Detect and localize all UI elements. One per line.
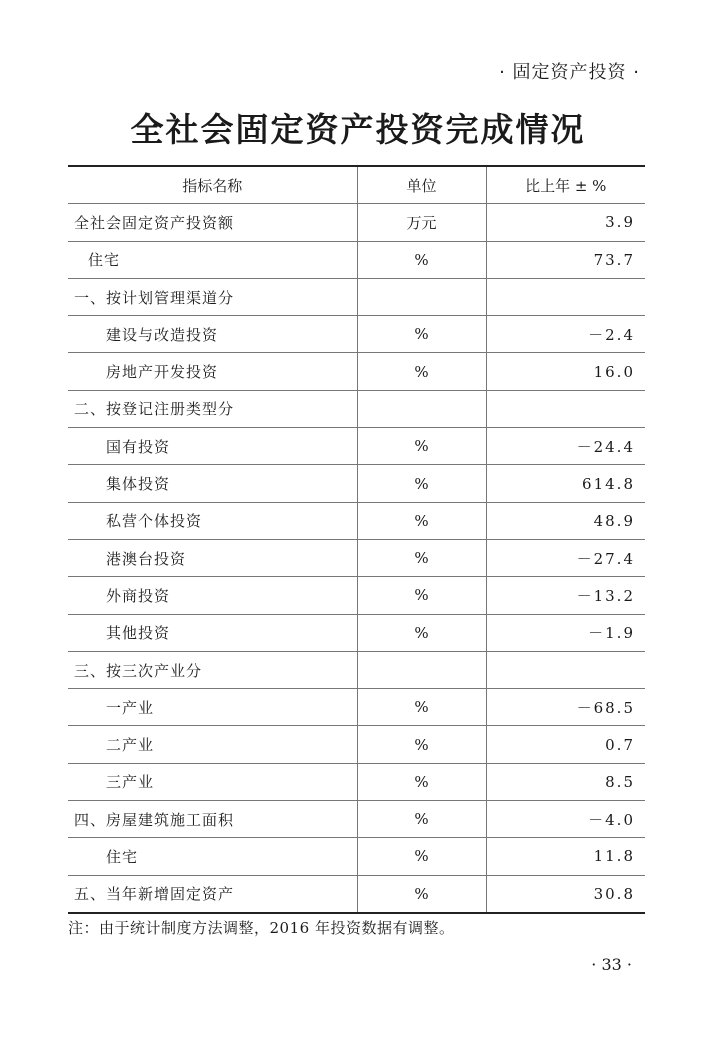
table-row — [68, 577, 645, 614]
table-row — [68, 726, 645, 763]
row-value — [486, 390, 645, 427]
section-header: · 固定资产投资 · — [499, 62, 640, 83]
row-value: －68.5 — [486, 689, 645, 726]
row-name: 全社会固定资产投资额 — [68, 204, 357, 241]
row-value: －2.4 — [486, 316, 645, 353]
table-row — [68, 428, 645, 465]
row-unit: % — [357, 838, 486, 875]
header-unit: 单位 — [357, 166, 486, 204]
row-unit: % — [357, 502, 486, 539]
row-value: 11.8 — [486, 838, 645, 875]
row-value: 16.0 — [486, 353, 645, 390]
row-value — [486, 651, 645, 688]
row-name: 二、按登记注册类型分 — [68, 390, 357, 427]
row-name: 私营个体投资 — [68, 502, 357, 539]
table-header-row — [68, 166, 645, 204]
row-name: 国有投资 — [68, 428, 357, 465]
table-row — [68, 875, 645, 913]
row-name: 四、房屋建筑施工面积 — [68, 801, 357, 838]
row-unit: % — [357, 577, 486, 614]
row-name: 一产业 — [68, 689, 357, 726]
row-unit — [357, 651, 486, 688]
row-value: －27.4 — [486, 539, 645, 576]
row-unit — [357, 390, 486, 427]
row-name: 外商投资 — [68, 577, 357, 614]
row-unit: % — [357, 614, 486, 651]
row-unit: % — [357, 316, 486, 353]
row-name: 港澳台投资 — [68, 539, 357, 576]
row-unit: % — [357, 763, 486, 800]
row-name: 住宅 — [68, 241, 357, 278]
investment-table — [68, 165, 645, 914]
row-unit: % — [357, 353, 486, 390]
row-name: 其他投资 — [68, 614, 357, 651]
table-row — [68, 689, 645, 726]
row-value: 30.8 — [486, 875, 645, 913]
row-name: 三产业 — [68, 763, 357, 800]
table-row — [68, 614, 645, 651]
row-name: 五、当年新增固定资产 — [68, 875, 357, 913]
row-name: 三、按三次产业分 — [68, 651, 357, 688]
row-unit: 万元 — [357, 204, 486, 241]
row-name: 二产业 — [68, 726, 357, 763]
table-row — [68, 353, 645, 390]
row-name: 集体投资 — [68, 465, 357, 502]
row-value — [486, 278, 645, 315]
row-value: －24.4 — [486, 428, 645, 465]
table-row — [68, 763, 645, 800]
row-value: 73.7 — [486, 241, 645, 278]
header-name: 指标名称 — [68, 166, 357, 204]
row-unit: % — [357, 465, 486, 502]
row-value: －4.0 — [486, 801, 645, 838]
table-row — [68, 801, 645, 838]
row-unit — [357, 278, 486, 315]
row-unit: % — [357, 875, 486, 913]
table-row — [68, 838, 645, 875]
row-value: 0.7 — [486, 726, 645, 763]
row-value: 48.9 — [486, 502, 645, 539]
table-row — [68, 241, 645, 278]
row-unit: % — [357, 428, 486, 465]
table-row — [68, 465, 645, 502]
row-unit: % — [357, 801, 486, 838]
table-row — [68, 502, 645, 539]
row-name: 一、按计划管理渠道分 — [68, 278, 357, 315]
row-name: 建设与改造投资 — [68, 316, 357, 353]
table-row — [68, 651, 645, 688]
header-change: 比上年 ± % — [486, 166, 645, 204]
row-name: 住宅 — [68, 838, 357, 875]
table-row — [68, 278, 645, 315]
row-value: 8.5 — [486, 763, 645, 800]
table-row — [68, 390, 645, 427]
row-unit: % — [357, 539, 486, 576]
page-title: 全社会固定资产投资完成情况 — [130, 110, 586, 149]
row-value: 3.9 — [486, 204, 645, 241]
table-row — [68, 204, 645, 241]
row-unit: % — [357, 726, 486, 763]
row-value: －1.9 — [486, 614, 645, 651]
table-row — [68, 539, 645, 576]
table-row — [68, 316, 645, 353]
row-unit: % — [357, 689, 486, 726]
row-name: 房地产开发投资 — [68, 353, 357, 390]
row-value: 614.8 — [486, 465, 645, 502]
row-unit: % — [357, 241, 486, 278]
page-number: · 33 · — [591, 955, 632, 974]
row-value: －13.2 — [486, 577, 645, 614]
table-footnote: 注：由于统计制度方法调整，2016 年投资数据有调整。 — [68, 919, 455, 937]
